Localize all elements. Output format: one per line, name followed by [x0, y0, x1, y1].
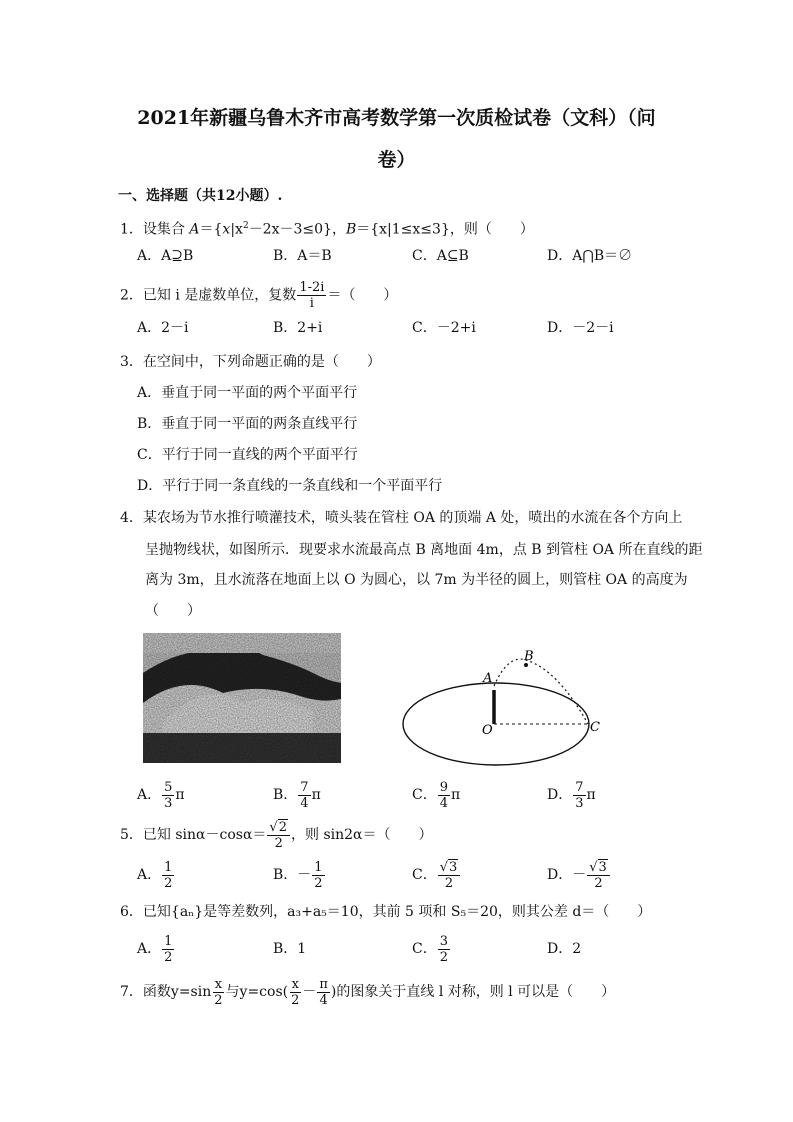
question-4-option-b[interactable]: B． $\frac{7}{4}$ π [273, 779, 321, 811]
question-7-stem: 7．函数y=sin $\frac{x}{2}$ 与y=cos( $\frac{x}{2}$ － $\frac{\pi}{4}$ )的图象关于直线 l 对称，则 l 可以是（ ） [120, 976, 616, 1008]
sprinkler-diagram [398, 648, 618, 768]
question-5-option-b[interactable]: B．－ $\frac{1}{2}$ [273, 859, 323, 891]
question-4-stem-line2: 呈抛物线状，如图所示．现要求水流最高点 B 离地面 4m，点 B 到管柱 OA 所在直线的距 [145, 542, 703, 558]
question-6-option-c[interactable]: C． $\frac{3}{2}$ [412, 933, 448, 965]
question-2-stem: 2．已知 i 是虚数单位，复数 $\frac{1-2i}{i}$ ＝（ ） [120, 280, 398, 311]
question-1-option-d[interactable]: D．A⋂B＝∅ [547, 248, 633, 264]
question-1-option-b[interactable]: B．A＝B [273, 248, 332, 264]
question-4-option-a[interactable]: A． $\frac{5}{3}$ π [137, 779, 185, 811]
question-2-option-a[interactable]: A．2－i [137, 320, 189, 336]
question-5-option-c[interactable]: C． $\frac{√3}{2}$ [412, 858, 461, 892]
question-2-option-d[interactable]: D．－2－i [547, 320, 614, 336]
question-5-option-d[interactable]: D．－ $\frac{√3}{2}$ [547, 858, 611, 892]
sprinkler-photo [143, 633, 341, 763]
question-3-option-c[interactable]: C．平行于同一直线的两个平面平行 [137, 447, 358, 463]
question-4-stem-line1: 4．某农场为节水推行喷灌技术，喷头装在管柱 OA 的顶端 A 处，喷出的水流在各个方向上 [120, 510, 683, 526]
question-5-stem: 5．已知 sinα－cosα＝ $\frac{√2}{2}$ ，则 sin2α＝（ ） [120, 819, 433, 851]
question-4-option-d[interactable]: D． $\frac{7}{3}$ π [547, 779, 596, 811]
question-1-option-c[interactable]: C．A⊆B [412, 248, 469, 264]
diagram-label-o: O [482, 723, 493, 738]
question-2-option-b[interactable]: B．2+i [273, 320, 323, 336]
fraction: $\frac{√2}{2}$ [267, 820, 290, 851]
question-5-option-a[interactable]: A． $\frac{1}{2}$ [137, 859, 173, 891]
question-6-option-a[interactable]: A． $\frac{1}{2}$ [137, 933, 173, 965]
page-title-line1: 2021年新疆乌鲁木齐市高考数学第一次质检试卷（文科）（问 [137, 107, 656, 129]
diagram-label-a: A [483, 671, 493, 686]
question-3-stem: 3．在空间中，下列命题正确的是（ ） [120, 354, 381, 370]
diagram-label-c: C [590, 720, 600, 735]
question-1-option-a[interactable]: A．A⊇B [137, 248, 194, 264]
question-3-option-a[interactable]: A．垂直于同一平面的两个平面平行 [137, 385, 358, 401]
question-6-option-b[interactable]: B．1 [273, 941, 307, 957]
diagram-label-b: B [524, 649, 534, 664]
question-1-stem: 1．设集合 $A=\{x|x^2-2x-3\le 0\}$，B＝{x|1≤x≤3}，则（ ） [120, 221, 534, 238]
fraction: $\frac{1-2i}{i}$ [299, 280, 325, 311]
question-6-stem: 6．已知{aₙ}是等差数列，a₃+a₅＝10，其前 5 项和 S₅＝20，则其公差 d＝（ ） [120, 904, 652, 920]
question-4-stem-line3: 离为 3m，且水流落在地面上以 O 为圆心，以 7m 为半径的圆上，则管柱 OA 的高度为 [145, 572, 688, 588]
question-3-option-b[interactable]: B．垂直于同一平面的两条直线平行 [137, 416, 358, 432]
section-heading: 一、选择题（共12小题）. [118, 188, 283, 204]
question-3-option-d[interactable]: D．平行于同一条直线的一条直线和一个平面平行 [137, 478, 443, 494]
question-2-option-c[interactable]: C．－2+i [412, 320, 476, 336]
question-6-option-d[interactable]: D．2 [547, 941, 582, 957]
question-4-stem-line4: （ ） [145, 603, 201, 619]
question-4-option-c[interactable]: C． $\frac{9}{4}$ π [412, 779, 461, 811]
page-title-line2: 卷） [377, 149, 416, 171]
